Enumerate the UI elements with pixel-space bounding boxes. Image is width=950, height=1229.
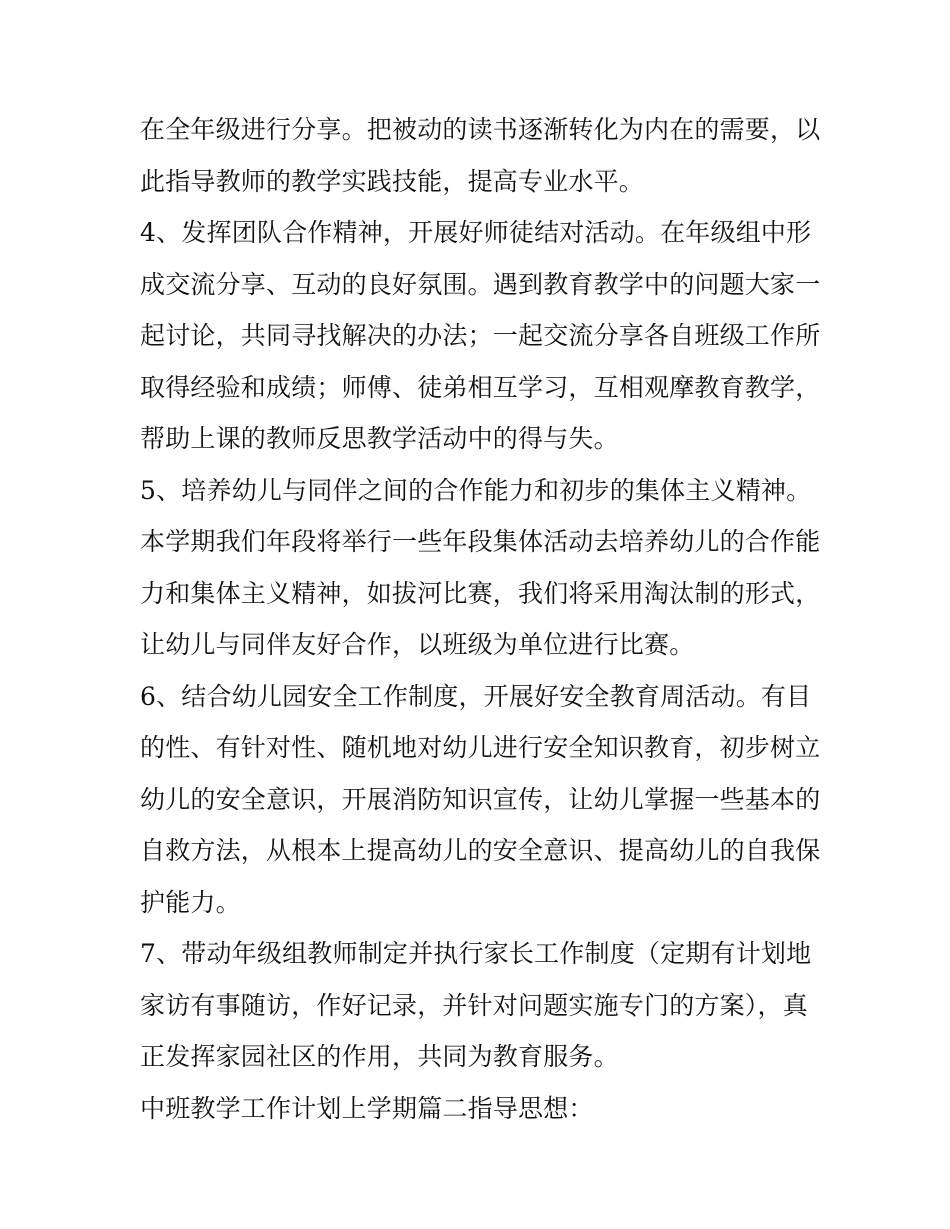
text-line: 帮助上课的教师反思教学活动中的得与失。 xyxy=(140,424,619,453)
section-heading: 中班教学工作计划上学期篇二指导思想： xyxy=(140,1093,594,1123)
item-4-line: 4、发挥团队合作精神，开展好师徒结对活动。在年级组中形 xyxy=(140,218,812,247)
text-line: 让幼儿与同伴友好合作，以班级为单位进行比赛。 xyxy=(140,630,695,659)
text-line: 自救方法，从根本上提高幼儿的安全意识、提高幼儿的自我保 xyxy=(140,836,821,865)
text-line: 幼儿的安全意识，开展消防知识宣传，让幼儿掌握一些基本的 xyxy=(140,784,821,814)
text-line: 起讨论，共同寻找解决的办法；一起交流分享各自班级工作所 xyxy=(140,321,821,350)
document-body xyxy=(140,108,820,1138)
text-line: 正发挥家园社区的作用，共同为教育服务。 xyxy=(140,1042,619,1071)
text-line: 在全年级进行分享。把被动的读书逐渐转化为内在的需要，以 xyxy=(140,115,821,144)
item-5-line: 5、培养幼儿与同伴之间的合作能力和初步的集体主义精神。 xyxy=(140,475,812,505)
text-line: 成交流分享、互动的良好氛围。遇到教育教学中的问题大家一 xyxy=(140,269,821,299)
text-line: 的性、有针对性、随机地对幼儿进行安全知识教育，初步树立 xyxy=(140,733,821,762)
item-7-line: 7、带动年级组教师制定并执行家长工作制度（定期有计划地 xyxy=(140,939,812,968)
text-line: 力和集体主义精神，如拔河比赛，我们将采用淘汰制的形式， xyxy=(140,578,821,608)
text-line: 取得经验和成绩；师傅、徒弟相互学习，互相观摩教育教学， xyxy=(140,372,821,402)
text-line: 本学期我们年段将举行一些年段集体活动去培养幼儿的合作能 xyxy=(140,527,821,556)
item-6-line: 6、结合幼儿园安全工作制度，开展好安全教育周活动。有目 xyxy=(140,681,812,711)
text-line: 家访有事随访，作好记录，并针对问题实施专门的方案），真 xyxy=(140,990,808,1020)
text-line: 护能力。 xyxy=(140,887,241,917)
text-line: 此指导教师的教学实践技能，提高专业水平。 xyxy=(140,166,645,196)
